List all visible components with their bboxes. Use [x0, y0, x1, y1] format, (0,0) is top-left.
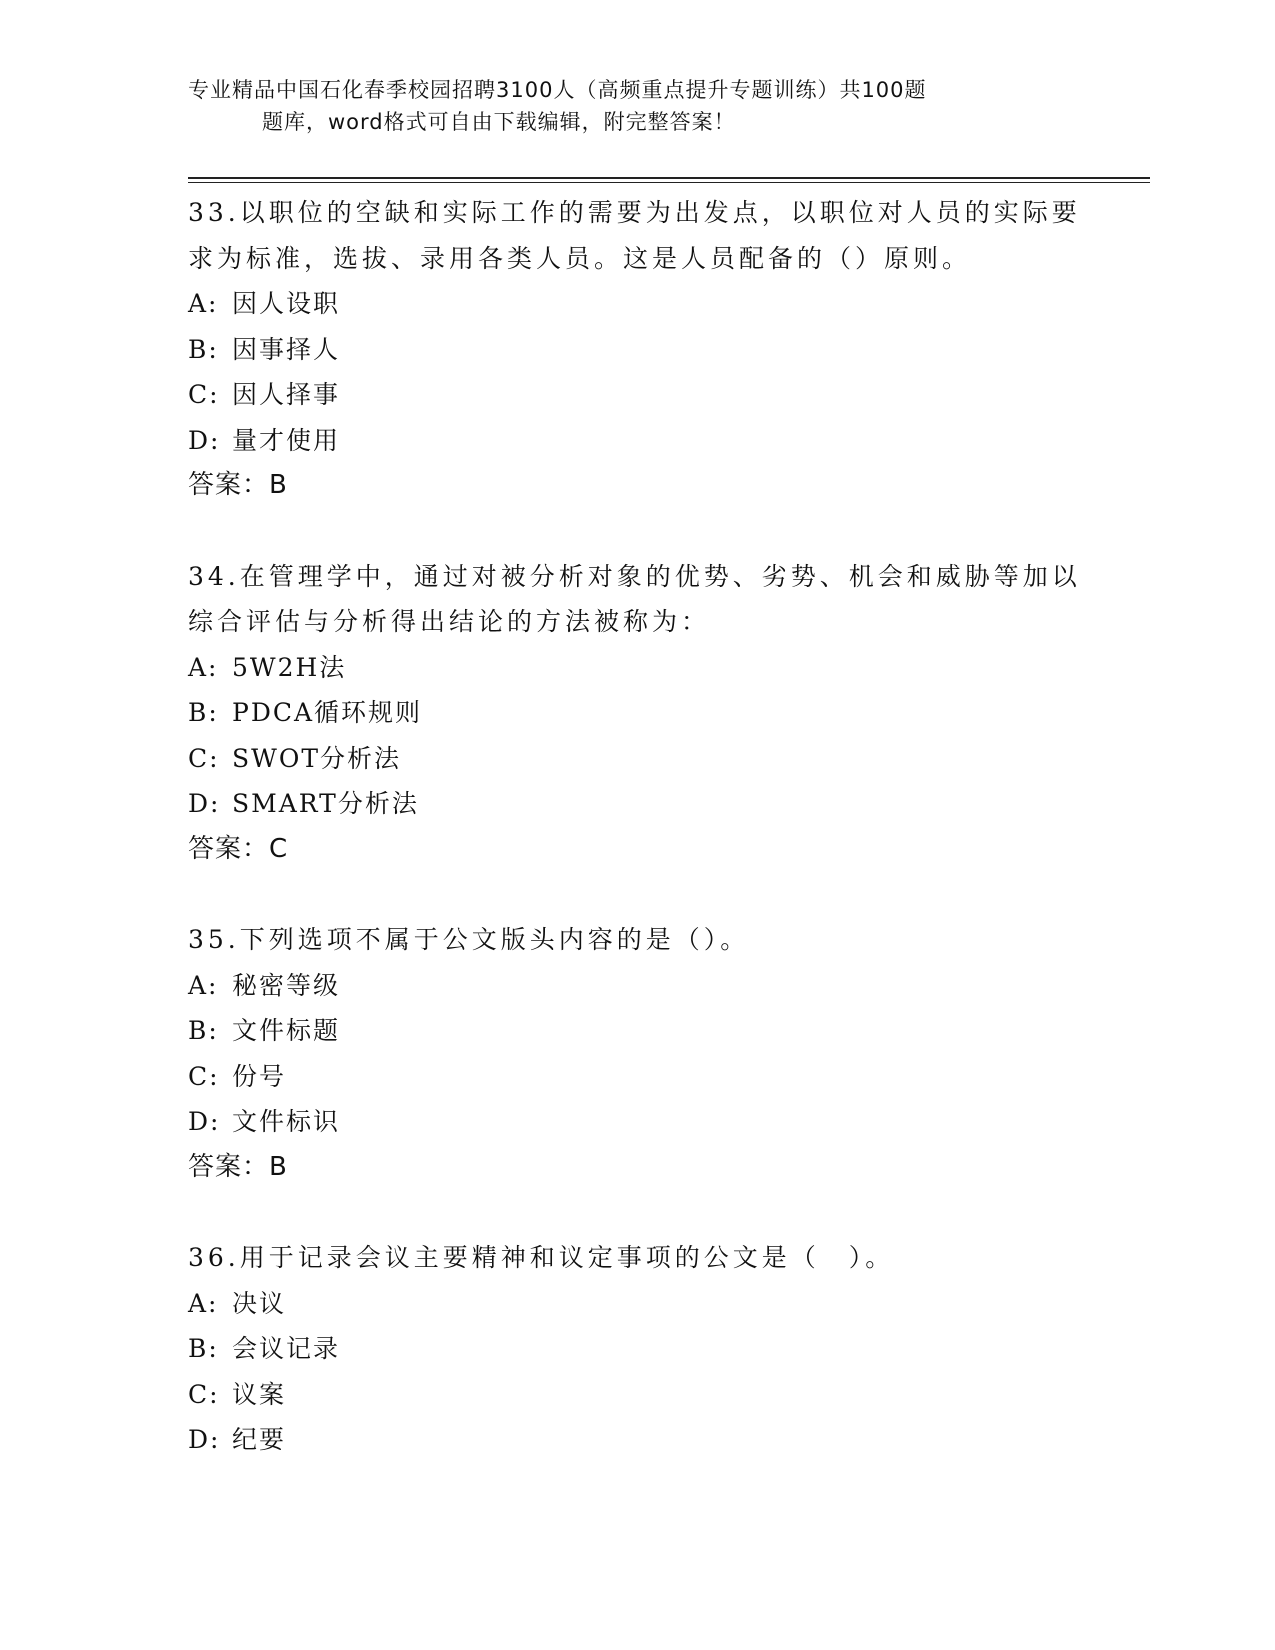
option-text: SMART分析法	[232, 789, 419, 818]
option-b	[188, 1326, 1088, 1372]
option-text: SWOT分析法	[232, 743, 401, 773]
option-key: D:	[188, 1107, 221, 1136]
option-text: 因人择事	[232, 380, 341, 409]
question-text-line: 33.以职位的空缺和实际工作的需要为出发点，以职位对人员的实际要	[188, 198, 1081, 227]
option-text: 量才使用	[232, 425, 341, 455]
question-33	[188, 190, 1088, 509]
option-text: 决议	[232, 1288, 287, 1318]
option-d	[188, 781, 1088, 827]
option-d	[188, 1099, 1088, 1145]
option-c	[188, 1372, 1088, 1418]
answer-line: 答案：B	[188, 470, 288, 500]
option-d	[188, 1417, 1088, 1463]
option-text: 因人设职	[232, 289, 341, 318]
option-text: 5W2H法	[232, 652, 347, 682]
question-list	[188, 190, 1088, 1463]
option-key: B:	[188, 334, 219, 364]
option-key: A:	[188, 1288, 219, 1318]
option-key: B:	[188, 698, 219, 727]
question-35	[188, 917, 1088, 1190]
header-rule-thin	[188, 182, 1150, 183]
option-text: 秘密等级	[232, 970, 341, 1000]
option-key: D:	[188, 789, 221, 818]
option-key: D:	[188, 425, 221, 455]
document-title-line-1: 专业精品中国石化春季校园招聘3100人（高频重点提升专题训练）共100题	[188, 78, 927, 102]
option-text: 会议记录	[232, 1334, 341, 1363]
option-b	[188, 327, 1088, 373]
question-text-line: 综合评估与分析得出结论的方法被称为：	[188, 607, 711, 636]
option-key: A:	[188, 652, 219, 682]
document-header	[188, 74, 1088, 138]
option-c	[188, 1054, 1088, 1100]
option-a	[188, 963, 1088, 1009]
option-d	[188, 418, 1088, 464]
option-key: B:	[188, 1334, 219, 1363]
option-text: 因事择人	[232, 334, 341, 364]
option-b	[188, 1008, 1088, 1054]
option-text: 文件标识	[232, 1107, 341, 1136]
option-key: A:	[188, 289, 219, 318]
question-34	[188, 554, 1088, 873]
header-rule-thick	[188, 177, 1150, 179]
option-a	[188, 645, 1088, 691]
option-text: 文件标题	[232, 1016, 341, 1045]
option-key: C:	[188, 1061, 220, 1091]
option-text: 份号	[232, 1061, 287, 1091]
option-key: C:	[188, 1379, 220, 1409]
option-key: C:	[188, 743, 220, 773]
answer-line: 答案：B	[188, 1151, 288, 1182]
option-a	[188, 281, 1088, 327]
document-title-line-2: 题库，word格式可自由下载编辑，附完整答案！	[262, 110, 736, 134]
option-key: A:	[188, 970, 219, 1000]
question-text-line: 34.在管理学中，通过对被分析对象的优势、劣势、机会和威胁等加以	[188, 561, 1081, 591]
option-c	[188, 372, 1088, 418]
option-text: 纪要	[232, 1425, 287, 1454]
question-text-line: 35.下列选项不属于公文版头内容的是（）。	[188, 925, 750, 954]
question-text-line: 36.用于记录会议主要精神和议定事项的公文是（ ）。	[188, 1243, 895, 1272]
option-text: PDCA循环规则	[232, 698, 423, 727]
option-key: B:	[188, 1016, 219, 1045]
option-text: 议案	[232, 1379, 287, 1409]
option-b	[188, 690, 1088, 736]
option-key: D:	[188, 1425, 221, 1454]
option-key: C:	[188, 380, 220, 409]
option-a	[188, 1281, 1088, 1327]
question-text-line: 求为标准，选拔、录用各类人员。这是人员配备的（）原则。	[188, 243, 972, 273]
option-c	[188, 736, 1088, 782]
answer-line: 答案：C	[188, 833, 289, 864]
question-36	[188, 1235, 1088, 1463]
